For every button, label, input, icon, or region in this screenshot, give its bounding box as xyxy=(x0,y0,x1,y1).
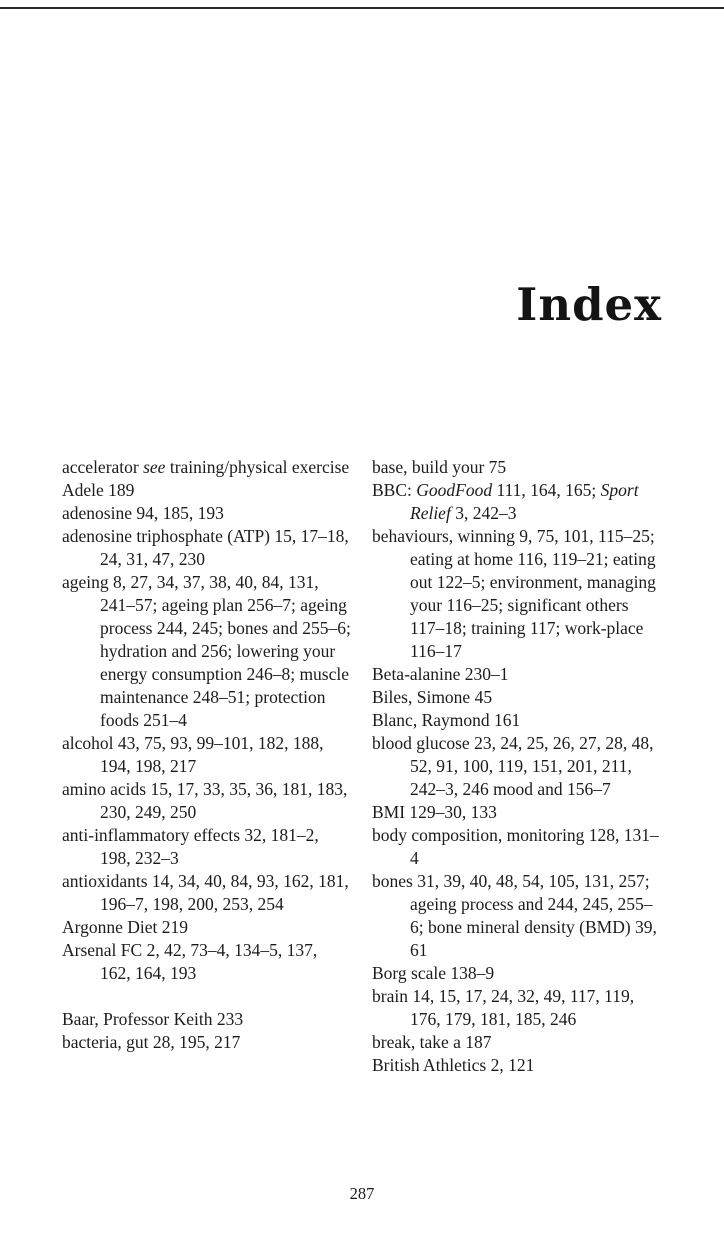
index-entry: alcohol 43, 75, 93, 99–101, 182, 188, 194, 198, 217 xyxy=(62,733,324,776)
index-entry: Baar, Professor Keith 233 xyxy=(62,1009,244,1029)
index-entry: behaviours, winning 9, 75, 101, 115–25; eating at home 116, 119–21; eating out 122–5; environment, managing your 116–25; significant others 117–18; training 117; work-place 116–17 xyxy=(372,526,656,661)
index-entry: Biles, Simone 45 xyxy=(372,687,493,707)
index-entry: Adele 189 xyxy=(62,480,135,500)
index-entry: Arsenal FC 2, 42, 73–4, 134–5, 137, 162, 164, 193 xyxy=(62,940,318,983)
index-entry: Argonne Diet 219 xyxy=(62,917,189,937)
top-rule xyxy=(0,7,724,9)
index-entry: adenosine triphosphate (ATP) 15, 17–18, 24, 31, 47, 230 xyxy=(62,526,349,569)
index-entry: Borg scale 138–9 xyxy=(372,963,495,983)
index-entry: ageing 8, 27, 34, 37, 38, 40, 84, 131, 241–57; ageing plan 256–7; ageing process 244, 245; bones and 255–6; hydration and 256; lowering your energy consumption 246–8; muscle maintenance 248–51; protection foods 251–4 xyxy=(62,572,351,730)
index-entry: blood glucose 23, 24, 25, 26, 27, 28, 48, 52, 91, 100, 119, 151, 201, 211, 242–3, 246 mood and 156–7 xyxy=(372,733,654,799)
index-entry: brain 14, 15, 17, 24, 32, 49, 117, 119, 176, 179, 181, 185, 246 xyxy=(372,986,635,1029)
index-entry: body composition, monitoring 128, 131–4 xyxy=(372,825,659,868)
index-entry: antioxidants 14, 34, 40, 84, 93, 162, 181, 196–7, 198, 200, 253, 254 xyxy=(62,871,349,914)
page-title: Index xyxy=(516,278,662,331)
index-entry: bacteria, gut 28, 195, 217 xyxy=(62,1032,241,1052)
section-gap xyxy=(62,985,352,1008)
index-column-right xyxy=(372,456,662,1077)
index-entry: amino acids 15, 17, 33, 35, 36, 181, 183, 230, 249, 250 xyxy=(62,779,348,822)
index-entry: anti-inflammatory effects 32, 181–2, 198, 232–3 xyxy=(62,825,319,868)
index-entry: BMI 129–30, 133 xyxy=(372,802,497,822)
index-columns xyxy=(62,456,662,1077)
index-entry: Blanc, Raymond 161 xyxy=(372,710,521,730)
index-entry: break, take a 187 xyxy=(372,1032,492,1052)
index-column-left xyxy=(62,456,352,1077)
page-number: 287 xyxy=(349,1184,375,1203)
index-entry: bones 31, 39, 40, 48, 54, 105, 131, 257; ageing process and 244, 245, 255–6; bone mineral density (BMD) 39, 61 xyxy=(372,871,657,960)
index-entry: base, build your 75 xyxy=(372,457,507,477)
index-entry: British Athletics 2, 121 xyxy=(372,1055,535,1075)
index-entry: BBC: GoodFood 111, 164, 165; Sport Relief 3, 242–3 xyxy=(372,480,639,523)
index-entry: Beta-alanine 230–1 xyxy=(372,664,509,684)
index-entry: adenosine 94, 185, 193 xyxy=(62,503,224,523)
index-entry: accelerator see training/physical exercise xyxy=(62,457,350,477)
